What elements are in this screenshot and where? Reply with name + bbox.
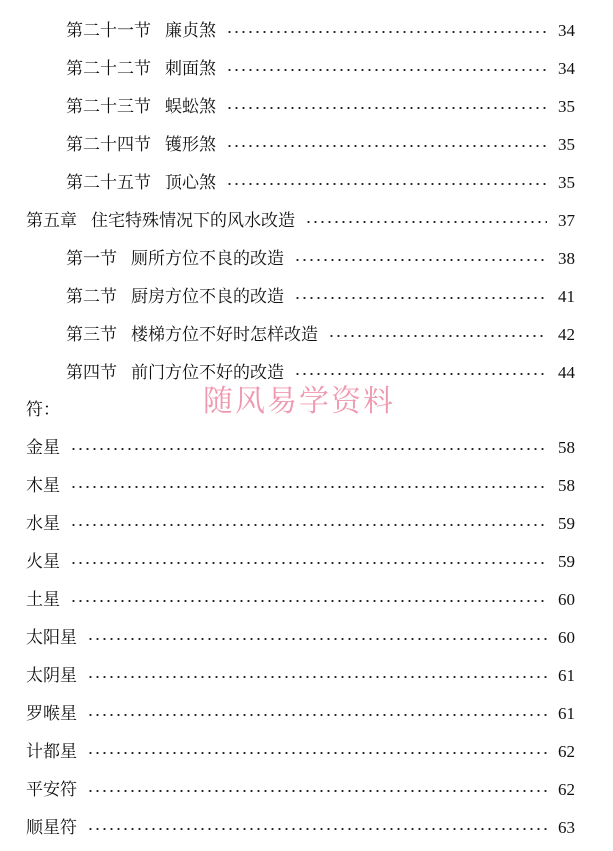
appendix-title: 金星 (26, 438, 60, 458)
section-title: 楼梯方位不好时怎样改造 (131, 325, 318, 345)
dot-leader (70, 524, 547, 526)
toc-entry[interactable] (66, 55, 575, 83)
toc-appendix-entry[interactable] (26, 586, 575, 614)
dot-leader (87, 714, 547, 716)
appendix-title: 木星 (26, 476, 60, 496)
section-title: 顶心煞 (165, 173, 216, 193)
page-number: 62 (558, 780, 575, 799)
dot-leader (70, 486, 547, 488)
chapter-title: 住宅特殊情况下的风水改造 (91, 211, 295, 231)
dot-leader (294, 373, 547, 375)
toc-appendix-entry[interactable] (26, 472, 575, 500)
page-number: 35 (558, 135, 575, 154)
toc-appendix-entry[interactable] (26, 548, 575, 576)
section-number: 第二十四节 (66, 135, 151, 155)
section-title: 厕所方位不良的改造 (131, 249, 284, 269)
section-number: 第一节 (66, 249, 117, 269)
page-number: 60 (558, 628, 575, 647)
dot-leader (328, 335, 547, 337)
page-number: 58 (558, 438, 575, 457)
dot-leader (305, 221, 547, 223)
page-number: 59 (558, 514, 575, 533)
section-title: 厨房方位不良的改造 (131, 287, 284, 307)
section-number: 第三节 (66, 325, 117, 345)
dot-leader (226, 69, 547, 71)
page-number: 63 (558, 818, 575, 837)
toc-appendix-entry[interactable] (26, 738, 575, 766)
section-title: 廉贞煞 (165, 21, 216, 41)
page-number: 62 (558, 742, 575, 761)
section-number: 第二十五节 (66, 173, 151, 193)
section-title: 前门方位不好的改造 (131, 363, 284, 383)
section-number: 第二十三节 (66, 97, 151, 117)
dot-leader (70, 562, 547, 564)
dot-leader (294, 259, 547, 261)
toc-appendix-entry[interactable] (26, 814, 575, 842)
appendix-title: 罗喉星 (26, 704, 77, 724)
section-number: 第二十二节 (66, 59, 151, 79)
section-title: 镬形煞 (165, 135, 216, 155)
toc-appendix-entry[interactable] (26, 434, 575, 462)
page-number: 44 (558, 363, 575, 382)
toc-entry[interactable] (66, 245, 575, 273)
section-number: 第二十一节 (66, 21, 151, 41)
page-number: 59 (558, 552, 575, 571)
toc-appendix-entry[interactable] (26, 662, 575, 690)
dot-leader (70, 600, 547, 602)
page-number: 41 (558, 287, 575, 306)
appendix-title: 顺星符 (26, 818, 77, 838)
appendix-title: 水星 (26, 514, 60, 534)
page-number: 37 (558, 211, 575, 230)
toc-entry[interactable] (66, 283, 575, 311)
toc-appendix-entry[interactable] (26, 776, 575, 804)
page-number: 60 (558, 590, 575, 609)
appendix-heading: 符： (26, 400, 60, 420)
page-number: 58 (558, 476, 575, 495)
dot-leader (226, 107, 547, 109)
toc-entry[interactable] (66, 321, 575, 349)
page-number: 35 (558, 97, 575, 116)
appendix-title: 计都星 (26, 742, 77, 762)
dot-leader (226, 145, 547, 147)
dot-leader (226, 183, 547, 185)
section-number: 第二节 (66, 287, 117, 307)
toc-appendix-entry[interactable] (26, 700, 575, 728)
page-number: 35 (558, 173, 575, 192)
dot-leader (87, 828, 547, 830)
page-number: 34 (558, 59, 575, 78)
appendix-title: 平安符 (26, 780, 77, 800)
dot-leader (294, 297, 547, 299)
section-title: 蜈蚣煞 (165, 97, 216, 117)
toc-entry[interactable] (66, 131, 575, 159)
dot-leader (87, 752, 547, 754)
page-number: 61 (558, 666, 575, 685)
toc-appendix-entry[interactable] (26, 624, 575, 652)
appendix-title: 太阴星 (26, 666, 77, 686)
watermark: 随风易学资料 (203, 384, 395, 419)
toc-entry[interactable] (66, 169, 575, 197)
toc-entry[interactable] (66, 93, 575, 121)
dot-leader (70, 448, 547, 450)
chapter-number: 第五章 (26, 211, 77, 231)
page-number: 34 (558, 21, 575, 40)
dot-leader (226, 31, 547, 33)
section-title: 刺面煞 (165, 59, 216, 79)
appendix-title: 太阳星 (26, 628, 77, 648)
dot-leader (87, 676, 547, 678)
page-number: 61 (558, 704, 575, 723)
toc-appendix-entry[interactable] (26, 510, 575, 538)
section-number: 第四节 (66, 363, 117, 383)
dot-leader (87, 790, 547, 792)
toc-entry[interactable] (66, 17, 575, 45)
toc-chapter-entry[interactable] (26, 207, 575, 235)
appendix-title: 火星 (26, 552, 60, 572)
dot-leader (87, 638, 547, 640)
page-number: 42 (558, 325, 575, 344)
page-number: 38 (558, 249, 575, 268)
appendix-title: 土星 (26, 590, 60, 610)
